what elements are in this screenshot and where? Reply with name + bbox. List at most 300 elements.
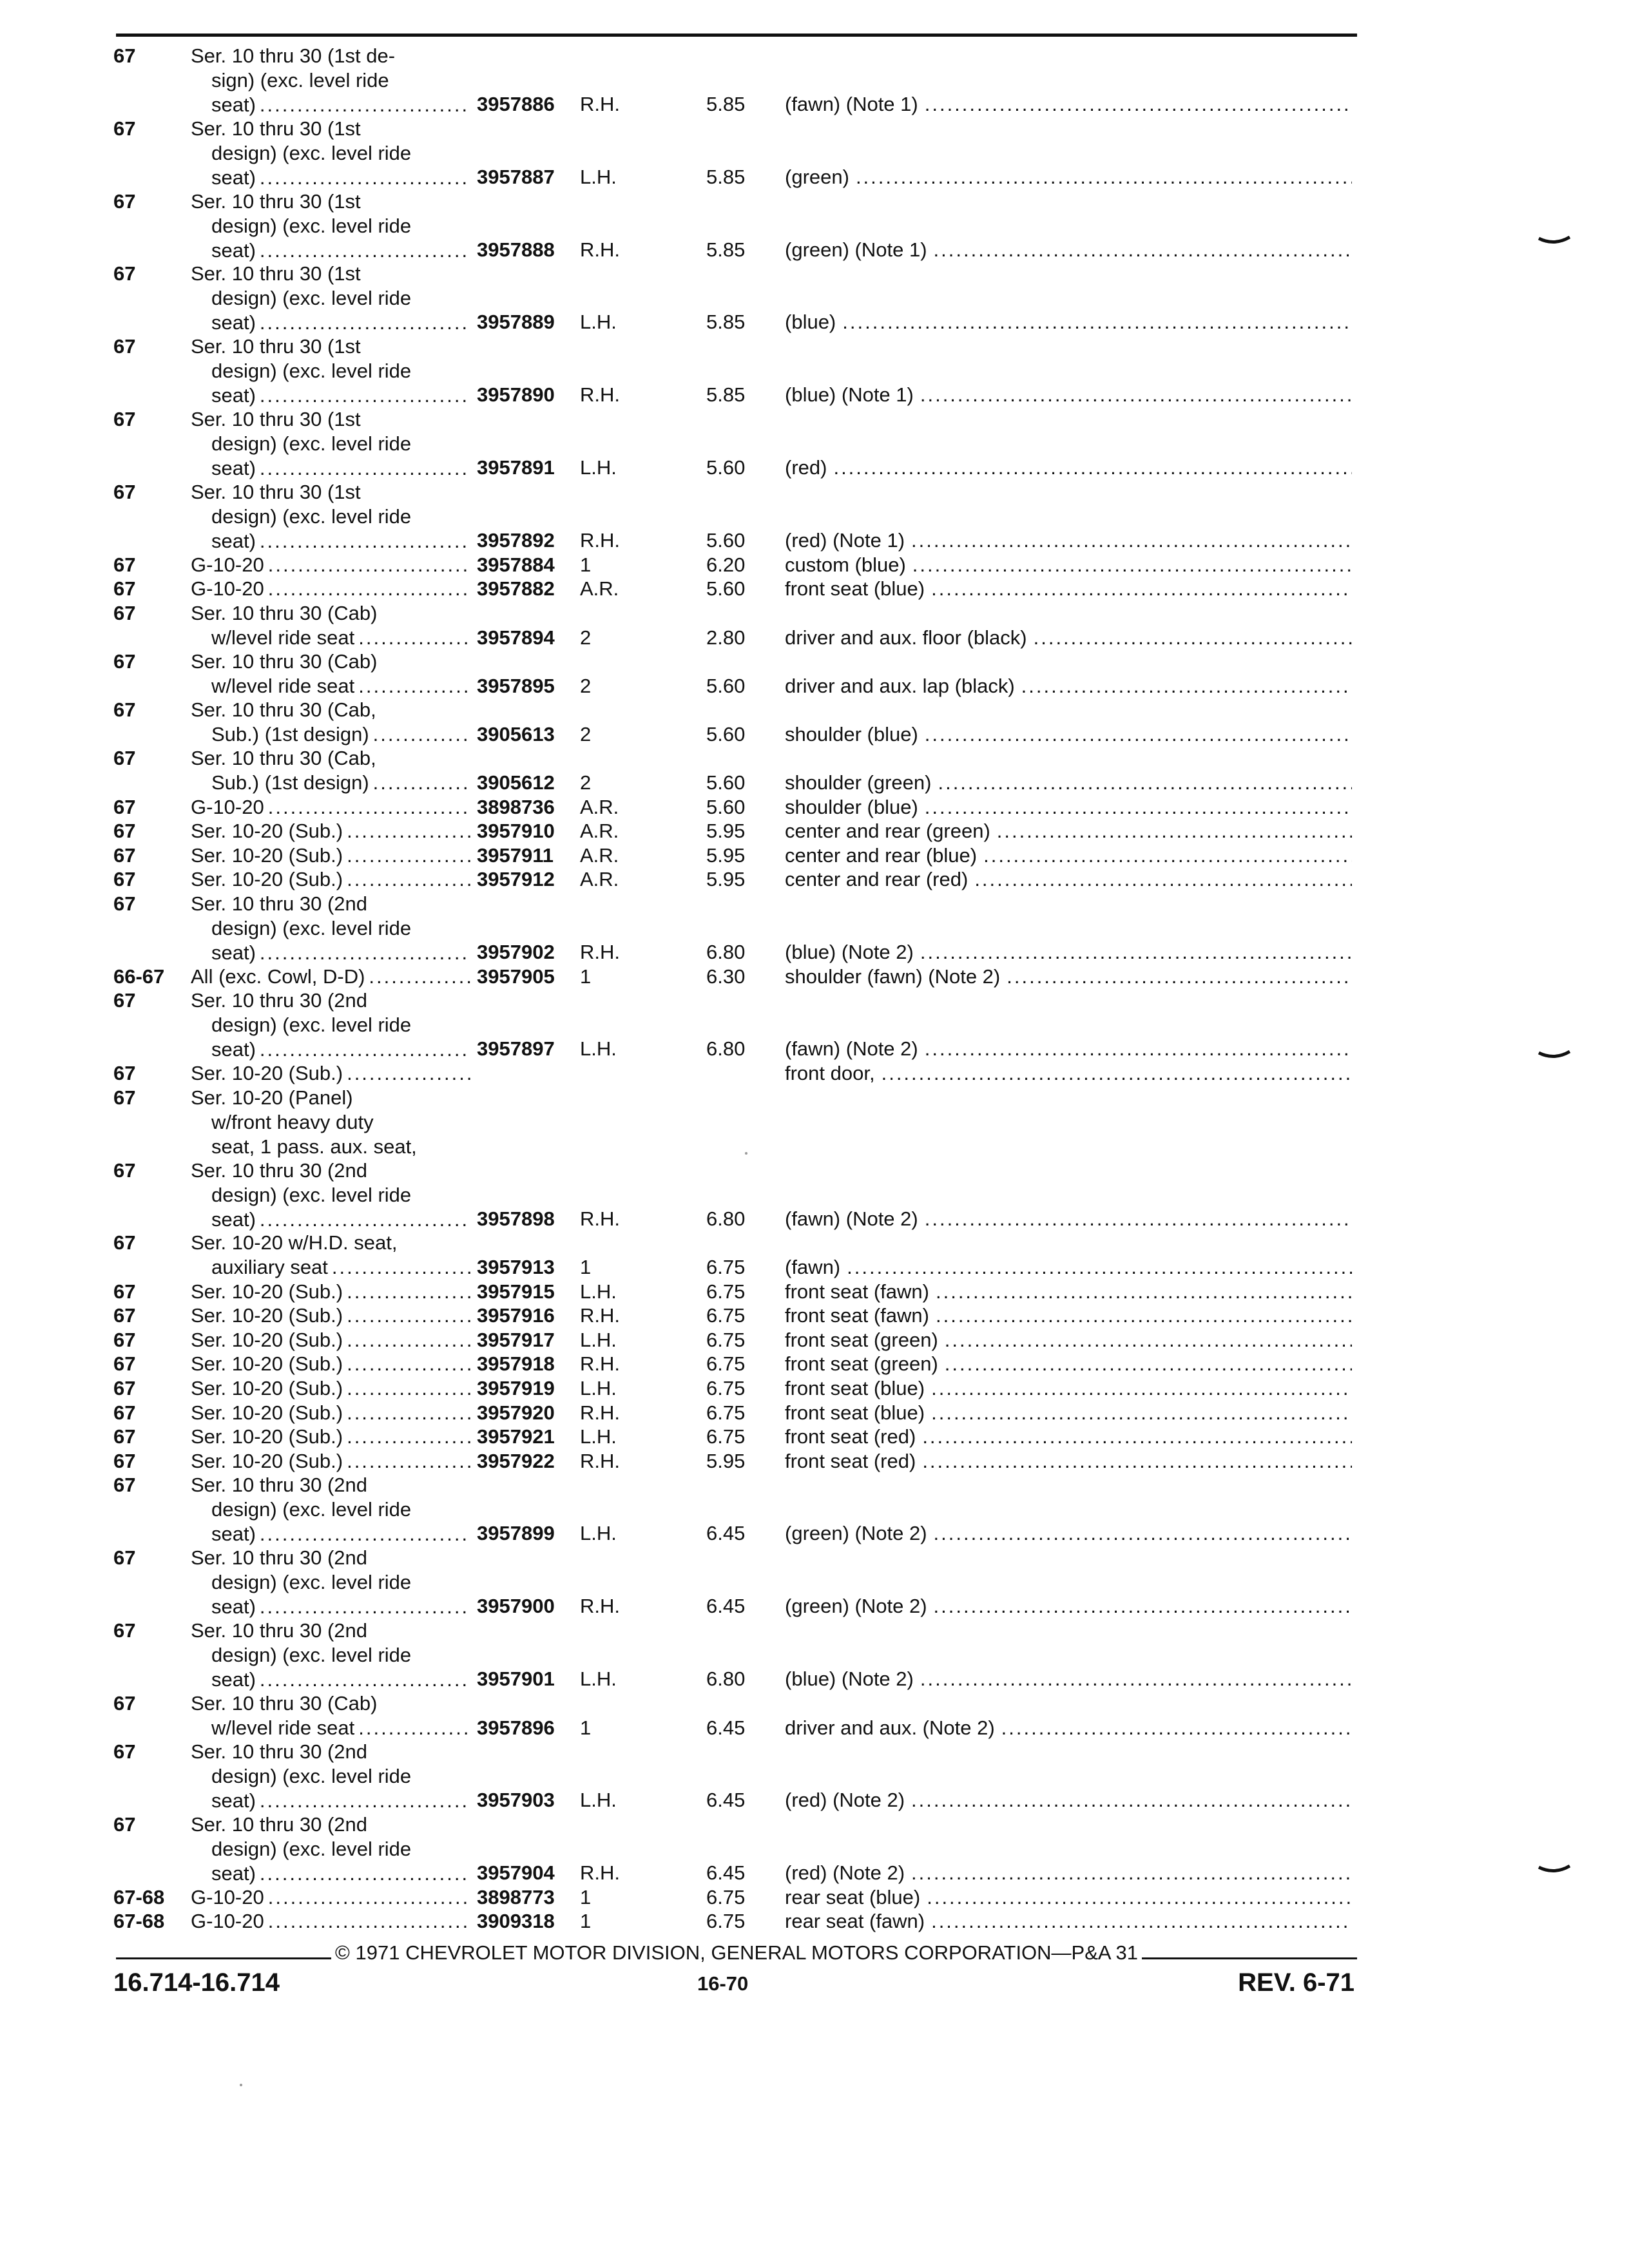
leader-dots xyxy=(347,1280,470,1303)
description-line: design) (exc. level ride xyxy=(211,142,412,164)
list-price: 6.75 xyxy=(706,1280,746,1303)
description-line: Ser. 10 thru 30 (2nd xyxy=(191,1619,368,1642)
part-number: 3957910 xyxy=(477,820,555,842)
model-year: 67 xyxy=(113,747,136,769)
description-line: Ser. 10 thru 30 (Cab) xyxy=(191,602,378,624)
application-description xyxy=(191,1812,474,1886)
leader-dots xyxy=(260,1667,470,1691)
item-description xyxy=(785,1061,1352,1085)
item-description-text: front seat (fawn) xyxy=(785,1280,929,1303)
description-line: design) (exc. level ride xyxy=(211,917,412,939)
application-description xyxy=(191,1280,474,1304)
description-line: Ser. 10-20 (Sub.) xyxy=(191,1280,343,1303)
part-number: 3957919 xyxy=(477,1377,555,1399)
application-description xyxy=(191,1231,474,1280)
model-year: 67 xyxy=(113,117,136,140)
leader-dots xyxy=(842,310,1352,334)
description-line: Ser. 10 thru 30 (2nd xyxy=(191,1474,368,1496)
item-description-text: center and rear (red) xyxy=(785,868,969,890)
model-year: 67 xyxy=(113,1280,136,1303)
leader-dots xyxy=(260,1522,470,1546)
list-price: 5.85 xyxy=(706,238,746,261)
model-year: 67 xyxy=(113,1159,136,1182)
application-description xyxy=(191,334,474,408)
parts-row xyxy=(0,1691,1629,1740)
leader-dots xyxy=(945,1352,1352,1376)
parts-row xyxy=(0,746,1629,794)
item-description xyxy=(785,940,1352,964)
item-description xyxy=(785,626,1352,649)
quantity: A.R. xyxy=(580,796,619,818)
part-number: 3957894 xyxy=(477,626,555,649)
quantity: L.H. xyxy=(580,1280,617,1303)
item-description xyxy=(785,310,1352,334)
list-price: 5.95 xyxy=(706,1450,746,1472)
leader-dots xyxy=(920,383,1352,407)
item-description-text: front seat (blue) xyxy=(785,1377,925,1399)
parts-row xyxy=(0,334,1629,407)
leader-dots xyxy=(260,383,470,407)
leader-dots xyxy=(847,1255,1352,1279)
application-description xyxy=(191,1885,474,1910)
leader-dots xyxy=(260,238,470,262)
copyright-rule-right xyxy=(1142,1941,1357,1959)
parts-row xyxy=(0,601,1629,649)
part-number: 3957895 xyxy=(477,675,555,697)
quantity: R.H. xyxy=(580,1401,620,1424)
part-number: 3957915 xyxy=(477,1280,555,1303)
leader-dots xyxy=(922,1449,1352,1473)
quantity: L.H. xyxy=(580,166,617,188)
copyright-text: © 1971 CHEVROLET MOTOR DIVISION, GENERAL MOTORS CORPORATION—P&A 31 xyxy=(335,1941,1138,1964)
binder-tick-mark xyxy=(1537,1865,1571,1878)
item-description xyxy=(785,165,1352,189)
leader-dots xyxy=(938,771,1352,794)
part-number: 3957890 xyxy=(477,383,555,406)
quantity: 2 xyxy=(580,723,592,745)
item-description-text: (green) (Note 1) xyxy=(785,238,927,261)
item-description-text: front seat (green) xyxy=(785,1329,938,1351)
application-description xyxy=(191,1909,474,1934)
quantity: 2 xyxy=(580,675,592,697)
item-description-text: (blue) (Note 1) xyxy=(785,383,914,406)
leader-dots xyxy=(934,1594,1352,1618)
part-number: 3957887 xyxy=(477,166,555,188)
quantity: 1 xyxy=(580,1716,592,1739)
part-number: 3957904 xyxy=(477,1861,555,1884)
quantity: L.H. xyxy=(580,1037,617,1060)
item-description-text: shoulder (blue) xyxy=(785,723,918,745)
leader-dots xyxy=(920,1667,1352,1691)
model-year: 67 xyxy=(113,1086,136,1109)
model-year: 67 xyxy=(113,650,136,673)
leader-dots xyxy=(347,1425,470,1448)
item-description-text: center and rear (green) xyxy=(785,820,990,842)
application-description xyxy=(191,1303,474,1328)
description-line: seat, 1 pass. aux. seat, xyxy=(211,1135,417,1158)
part-number: 3957922 xyxy=(477,1450,555,1472)
leader-dots xyxy=(1001,1716,1352,1740)
leader-dots xyxy=(373,771,470,794)
parts-row xyxy=(0,1909,1629,1934)
part-number: 3957903 xyxy=(477,1789,555,1811)
application-description xyxy=(191,649,474,698)
quantity: 1 xyxy=(580,1886,592,1908)
model-year: 67 xyxy=(113,553,136,576)
application-description xyxy=(191,1376,474,1401)
item-description xyxy=(785,722,1352,746)
description-line: Ser. 10-20 (Sub.) xyxy=(191,868,343,890)
quantity: R.H. xyxy=(580,383,620,406)
description-line: design) (exc. level ride xyxy=(211,1765,412,1787)
parts-row xyxy=(0,1449,1629,1474)
list-price: 5.85 xyxy=(706,383,746,406)
application-description xyxy=(191,1691,474,1740)
description-line: Ser. 10-20 (Sub.) xyxy=(191,1401,343,1424)
item-description xyxy=(785,771,1352,794)
description-line: auxiliary seat xyxy=(211,1256,328,1278)
scan-speck xyxy=(240,2084,242,2086)
part-number: 3957921 xyxy=(477,1425,555,1448)
item-description-text: center and rear (blue) xyxy=(785,844,978,867)
model-year: 67 xyxy=(113,892,136,915)
part-number: 3957884 xyxy=(477,553,555,576)
item-description xyxy=(785,1667,1352,1691)
description-line: design) (exc. level ride xyxy=(211,1498,412,1521)
description-line: G-10-20 xyxy=(191,577,264,600)
description-line: Ser. 10 thru 30 (2nd xyxy=(191,989,368,1012)
leader-dots xyxy=(260,456,470,480)
item-description xyxy=(785,1280,1352,1303)
list-price: 6.45 xyxy=(706,1595,746,1617)
leader-dots xyxy=(347,1328,470,1352)
model-year: 67 xyxy=(113,1329,136,1351)
item-description-text: front seat (red) xyxy=(785,1425,916,1448)
model-year: 67-68 xyxy=(113,1910,165,1932)
parts-row xyxy=(0,1425,1629,1449)
application-description xyxy=(191,1328,474,1352)
item-description-text: custom (blue) xyxy=(785,553,906,576)
quantity: L.H. xyxy=(580,1522,617,1544)
part-number: 3957913 xyxy=(477,1256,555,1278)
quantity: L.H. xyxy=(580,1667,617,1690)
model-year: 67 xyxy=(113,44,136,67)
quantity: L.H. xyxy=(580,1789,617,1811)
quantity: 2 xyxy=(580,626,592,649)
part-number: 3957901 xyxy=(477,1667,555,1690)
list-price: 5.60 xyxy=(706,675,746,697)
list-price: 5.85 xyxy=(706,166,746,188)
part-number: 3957882 xyxy=(477,577,555,600)
leader-dots xyxy=(347,1376,470,1400)
part-number: 3905613 xyxy=(477,723,555,745)
model-year: 67-68 xyxy=(113,1886,165,1908)
part-number: 3909318 xyxy=(477,1910,555,1932)
item-description xyxy=(785,1328,1352,1352)
parts-row xyxy=(0,1352,1629,1376)
item-description xyxy=(785,238,1352,262)
parts-row xyxy=(0,44,1629,117)
parts-row xyxy=(0,649,1629,698)
list-price: 6.45 xyxy=(706,1522,746,1544)
item-description xyxy=(785,92,1352,116)
leader-dots xyxy=(911,528,1352,552)
item-description xyxy=(785,1376,1352,1400)
leader-dots xyxy=(934,238,1352,262)
item-description-text: (fawn) (Note 2) xyxy=(785,1207,918,1230)
description-line: seat) xyxy=(211,93,256,116)
parts-row xyxy=(0,988,1629,1061)
description-line: design) (exc. level ride xyxy=(211,360,412,382)
quantity: A.R. xyxy=(580,844,619,867)
item-description-text: (fawn) xyxy=(785,1256,841,1278)
application-description xyxy=(191,117,474,190)
parts-row xyxy=(0,698,1629,746)
model-year: 67 xyxy=(113,190,136,213)
quantity: 2 xyxy=(580,771,592,794)
quantity: R.H. xyxy=(580,1861,620,1884)
item-description xyxy=(785,965,1352,988)
item-description xyxy=(785,1594,1352,1618)
model-year: 67 xyxy=(113,1425,136,1448)
application-description xyxy=(191,1740,474,1813)
leader-dots xyxy=(925,92,1352,116)
leader-dots xyxy=(373,722,470,746)
description-line: G-10-20 xyxy=(191,553,264,576)
application-description xyxy=(191,1449,474,1474)
description-line: Ser. 10-20 (Sub.) xyxy=(191,1304,343,1327)
parts-row xyxy=(0,1885,1629,1910)
leader-dots xyxy=(260,529,470,553)
item-description-text: (fawn) (Note 2) xyxy=(785,1037,918,1060)
list-price: 6.75 xyxy=(706,1401,746,1424)
description-line: w/level ride seat xyxy=(211,1716,355,1739)
quantity: R.H. xyxy=(580,238,620,261)
list-price: 6.45 xyxy=(706,1861,746,1884)
list-price: 6.75 xyxy=(706,1425,746,1448)
parts-row xyxy=(0,1401,1629,1425)
leader-dots xyxy=(945,1328,1352,1352)
model-year: 67 xyxy=(113,1450,136,1472)
application-description xyxy=(191,189,474,263)
leader-dots xyxy=(260,1037,470,1061)
leader-dots xyxy=(974,867,1352,891)
group-range: 16.714-16.714 xyxy=(113,1968,280,1997)
binder-tick-mark xyxy=(1537,236,1571,249)
revision-code: REV. 6-71 xyxy=(1238,1968,1354,1997)
description-line: design) (exc. level ride xyxy=(211,1571,412,1593)
item-description-text: shoulder (blue) xyxy=(785,796,918,818)
part-number: 3957891 xyxy=(477,456,555,479)
item-description xyxy=(785,1303,1352,1327)
leader-dots xyxy=(925,795,1352,819)
item-description xyxy=(785,383,1352,407)
list-price: 5.85 xyxy=(706,93,746,115)
leader-dots xyxy=(920,940,1352,964)
model-year: 67 xyxy=(113,1740,136,1763)
parts-row xyxy=(0,117,1629,189)
model-year: 67 xyxy=(113,408,136,430)
description-line: seat) xyxy=(211,1862,256,1885)
leader-dots xyxy=(268,1909,470,1933)
description-line: G-10-20 xyxy=(191,1910,264,1932)
model-year: 67 xyxy=(113,1692,136,1715)
parts-row xyxy=(0,795,1629,820)
page-number: 16-70 xyxy=(697,1972,749,1995)
description-line: Ser. 10 thru 30 (Cab, xyxy=(191,747,376,769)
quantity: R.H. xyxy=(580,1450,620,1472)
description-line: design) (exc. level ride xyxy=(211,215,412,237)
item-description-text: front seat (blue) xyxy=(785,577,925,600)
description-line: All (exc. Cowl, D-D) xyxy=(191,965,365,988)
part-number: 3957916 xyxy=(477,1304,555,1327)
leader-dots xyxy=(260,941,470,965)
copyright-rule-left xyxy=(116,1941,331,1959)
model-year: 67 xyxy=(113,1377,136,1399)
description-line: w/front heavy duty xyxy=(211,1111,374,1133)
description-line: seat) xyxy=(211,384,256,407)
list-price: 6.20 xyxy=(706,553,746,576)
part-number: 3957918 xyxy=(477,1352,555,1375)
item-description xyxy=(785,1425,1352,1448)
application-description xyxy=(191,1425,474,1449)
model-year: 67 xyxy=(113,262,136,285)
description-line: seat) xyxy=(211,166,256,189)
leader-dots xyxy=(347,1352,470,1376)
leader-dots xyxy=(922,1425,1352,1448)
description-line: Ser. 10-20 (Sub.) xyxy=(191,1062,343,1084)
list-price: 6.75 xyxy=(706,1352,746,1375)
leader-dots xyxy=(912,553,1352,577)
description-line: Sub.) (1st design) xyxy=(211,771,369,794)
application-description xyxy=(191,988,474,1062)
item-description-text: (green) (Note 2) xyxy=(785,1595,927,1617)
leader-dots xyxy=(347,843,470,867)
description-line: Ser. 10 thru 30 (1st xyxy=(191,408,361,430)
list-price: 6.80 xyxy=(706,1207,746,1230)
description-line: Ser. 10-20 (Sub.) xyxy=(191,1329,343,1351)
parts-row xyxy=(0,407,1629,480)
leader-dots xyxy=(268,795,470,819)
application-description xyxy=(191,262,474,335)
application-description xyxy=(191,843,474,868)
quantity: L.H. xyxy=(580,1377,617,1399)
parts-row xyxy=(0,1303,1629,1328)
item-description-text: (red) (Note 1) xyxy=(785,529,905,552)
application-description xyxy=(191,1061,474,1086)
leader-dots xyxy=(358,674,470,698)
parts-row xyxy=(0,1812,1629,1885)
model-year: 67 xyxy=(113,1401,136,1424)
item-description xyxy=(785,528,1352,552)
parts-row xyxy=(0,1231,1629,1279)
leader-dots xyxy=(260,1595,470,1619)
description-line: sign) (exc. level ride xyxy=(211,69,389,91)
list-price: 5.95 xyxy=(706,844,746,867)
model-year: 67 xyxy=(113,335,136,358)
list-price: 6.75 xyxy=(706,1304,746,1327)
description-line: G-10-20 xyxy=(191,796,264,818)
description-line: Ser. 10-20 (Sub.) xyxy=(191,844,343,867)
description-line: design) (exc. level ride xyxy=(211,1184,412,1206)
application-description xyxy=(191,44,474,117)
item-description-text: driver and aux. floor (black) xyxy=(785,626,1027,649)
quantity: R.H. xyxy=(580,1595,620,1617)
description-line: Ser. 10 thru 30 (2nd xyxy=(191,892,368,915)
part-number: 3957889 xyxy=(477,311,555,333)
model-year: 67 xyxy=(113,602,136,624)
description-line: Ser. 10-20 (Sub.) xyxy=(191,1352,343,1375)
quantity: A.R. xyxy=(580,577,619,600)
parts-row xyxy=(0,1328,1629,1352)
description-line: Ser. 10-20 (Sub.) xyxy=(191,1425,343,1448)
part-number: 3957912 xyxy=(477,868,555,890)
item-description-text: (blue) (Note 2) xyxy=(785,1667,914,1690)
list-price: 6.75 xyxy=(706,1886,746,1908)
list-price: 5.95 xyxy=(706,820,746,842)
leader-dots xyxy=(983,843,1352,867)
quantity: 1 xyxy=(580,553,592,576)
item-description xyxy=(785,456,1352,479)
quantity: R.H. xyxy=(580,1352,620,1375)
leader-dots xyxy=(925,722,1352,746)
scan-speck xyxy=(745,1152,747,1155)
application-description xyxy=(191,407,474,481)
parts-row xyxy=(0,843,1629,868)
description-line: seat) xyxy=(211,941,256,964)
leader-dots xyxy=(260,1789,470,1812)
description-line: seat) xyxy=(211,1789,256,1812)
description-line: Ser. 10 thru 30 (Cab) xyxy=(191,1692,378,1715)
description-line: Ser. 10 thru 30 (1st de- xyxy=(191,44,396,67)
description-line: design) (exc. level ride xyxy=(211,432,412,455)
copyright-line xyxy=(116,1941,1357,1965)
leader-dots xyxy=(260,1861,470,1885)
application-description xyxy=(191,867,474,892)
part-number: 3957886 xyxy=(477,93,555,115)
application-description xyxy=(191,1401,474,1425)
leader-dots xyxy=(260,1207,470,1231)
description-line: Ser. 10 thru 30 (1st xyxy=(191,481,361,503)
item-description-text: front seat (fawn) xyxy=(785,1304,929,1327)
model-year: 67 xyxy=(113,1231,136,1254)
leader-dots xyxy=(936,1280,1352,1303)
leader-dots xyxy=(997,819,1352,843)
binder-tick-mark xyxy=(1537,1050,1571,1063)
leader-dots xyxy=(369,965,470,988)
parts-row xyxy=(0,1740,1629,1812)
description-line: seat) xyxy=(211,530,256,552)
leader-dots xyxy=(347,1061,470,1085)
model-year: 67 xyxy=(113,1546,136,1569)
leader-dots xyxy=(268,553,470,577)
parts-row xyxy=(0,892,1629,965)
item-description-text: (green) (Note 2) xyxy=(785,1522,927,1544)
description-line: design) (exc. level ride xyxy=(211,287,412,309)
application-description xyxy=(191,819,474,843)
item-description xyxy=(785,577,1352,601)
item-description-text: (blue) xyxy=(785,311,836,333)
part-number: 3957899 xyxy=(477,1522,555,1544)
application-description xyxy=(191,480,474,553)
leader-dots xyxy=(931,577,1352,601)
description-line: seat) xyxy=(211,1668,256,1691)
list-price: 2.80 xyxy=(706,626,746,649)
part-number: 3957902 xyxy=(477,941,555,963)
item-description-text: (red) (Note 2) xyxy=(785,1789,905,1811)
quantity: L.H. xyxy=(580,311,617,333)
item-description-text: front seat (red) xyxy=(785,1450,916,1472)
